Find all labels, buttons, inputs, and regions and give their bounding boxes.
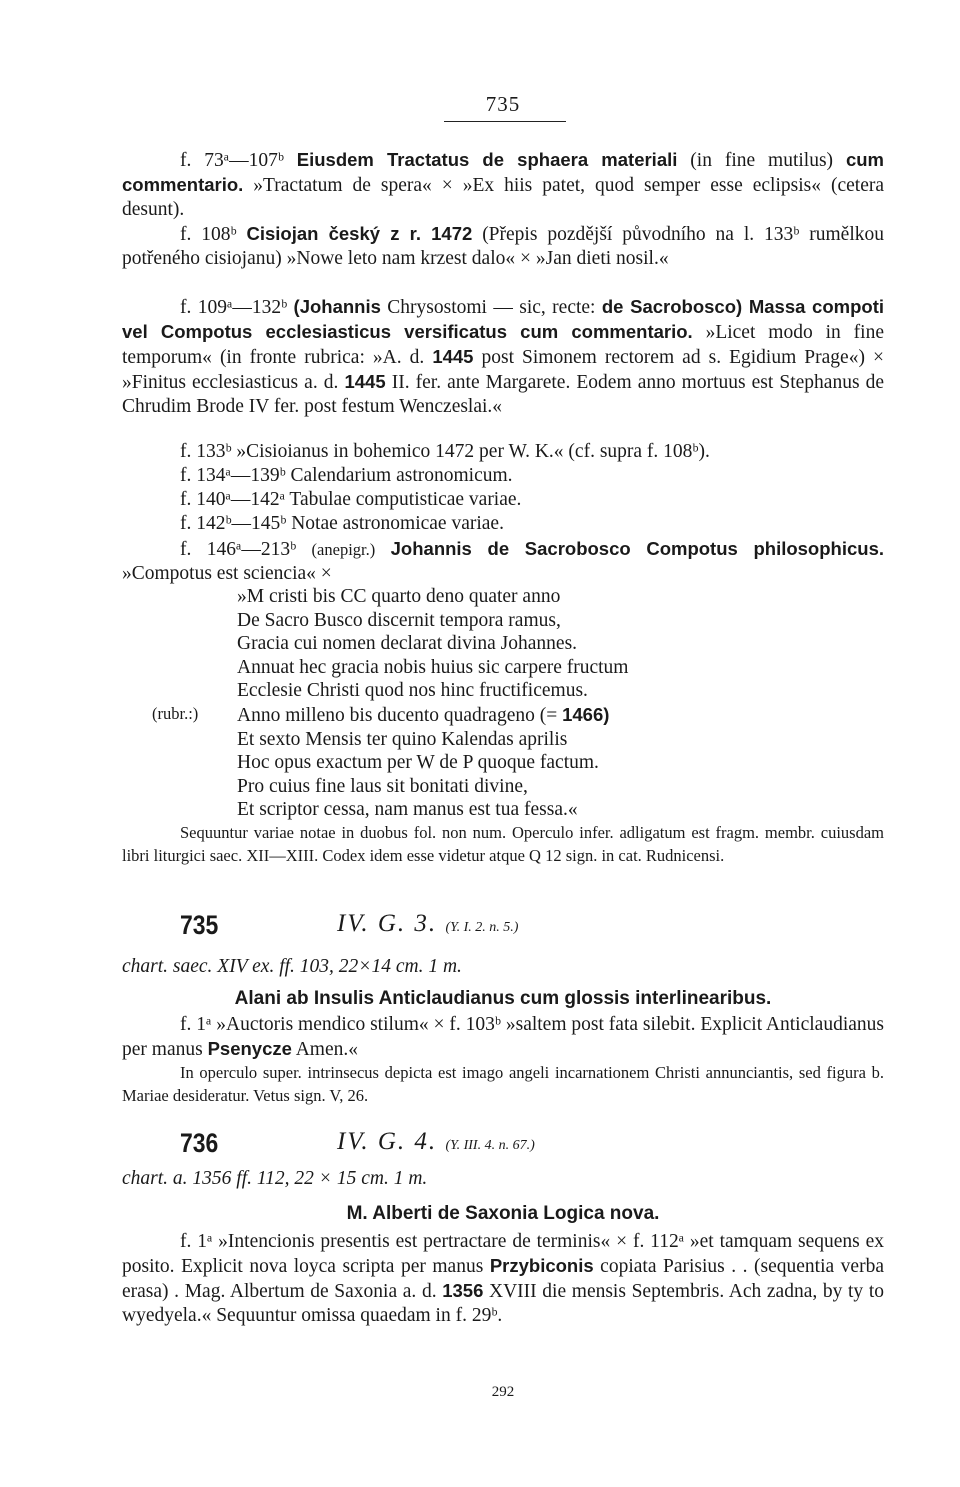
entry-735-signature: IV. G. 3. (Y. I. 2. n. 5.) (337, 910, 519, 937)
entry-736-text: f. 1ᵃ »Intencionis presentis est pertractare de terminis« × f. 112ᵃ »et tamquam sequens ex posito. Explicit nova loyca scripta per manus Przybiconis copiata Parisius . . (sequentia verba erasa) . Mag. Albertum de Saxonia a. d. 1356 XVIII die mensis Septembris. Ach zadna, by ty to wyedyela.« Sequuntur omissa quaedam in f. 29ᵇ. (122, 1231, 884, 1326)
folio-number: 292 (491, 1384, 515, 1400)
verse-block-1 (237, 585, 628, 703)
verse-line: De Sacro Busco discernit tempora ramus, (237, 609, 561, 631)
entry-735-title: Alani ab Insulis Anticlaudianus cum glossis interlinearibus. (234, 988, 772, 1009)
entry-736-title: M. Alberti de Saxonia Logica nova. (346, 1203, 660, 1224)
line-f140: f. 140ᵃ—142ᵃ Tabulae computisticae variae. (180, 489, 522, 510)
verse-line: Et scriptor cessa, nam manus est tua fessa.« (237, 799, 578, 821)
line-f134: f. 134ᵃ—139ᵇ Calendarium astronomicum. (180, 465, 513, 486)
entry-735-number: 735 (180, 910, 219, 940)
entry-735-note: In operculo super. intrinsecus depicta est imago angeli incarnationem Christi annunciantis, sed figura b. Mariae desideratur. Vetus sign. V, 26. (122, 1063, 884, 1105)
verse-line: Gracia cui nomen declarat divina Johannes. (237, 633, 578, 655)
note-sequuntur: Sequuntur variae notae in duobus fol. non num. Operculo infer. adligatum est fragm. membr. cuiusdam libri liturgici saec. XII—XIII. Codex idem esse videtur atque Q 12 sign. in cat. Rudnicensi. (122, 823, 884, 865)
entry-735-header (122, 910, 884, 950)
entry-736-number: 736 (180, 1128, 219, 1158)
entry-736-description: chart. a. 1356 ff. 112, 22 × 15 cm. 1 m. (122, 1168, 428, 1189)
line-f133: f. 133ᵇ »Cisioianus in bohemico 1472 per W. K.« (cf. supra f. 108ᵇ). (180, 441, 710, 462)
verse-line: Ecclesie Christi quod nos hinc fructificemus. (237, 680, 588, 702)
rubric-label: (rubr.:) (152, 704, 199, 723)
verse-block-2 (237, 703, 609, 822)
entry-735-text: f. 1ᵃ »Auctoris mendico stilum« × f. 103ᵇ »saltem post fata silebit. Explicit Anticlaudianus per manus Psenycze Amen.« (122, 1014, 884, 1060)
verse-line: »M cristi bis CC quarto deno quater anno (237, 586, 561, 607)
paragraph-f109: f. 109ᵃ—132ᵇ (Johannis Chrysostomi — sic, recte: de Sacrobosco) Massa compoti vel Compotus ecclesiasticus versificatus cum commentario. »Licet modo in fine temporum« (in fronte rubrica: »A. d. 1445 post Simonem rectorem ad s. Egidium Prage«) × »Finitus ecclesiasticus a. d. 1445 II. fer. ante Margarete. Eodem anno mortuus est Stephanus de Chrudim Brode IV fer. post festum Wenczeslai.« (122, 296, 885, 417)
verse-line: Et sexto Mensis ter quino Kalendas aprilis (237, 728, 568, 750)
entry-735-description: chart. saec. XIV ex. ff. 103, 22×14 cm. 1 m. (122, 956, 462, 977)
header-rule (444, 121, 566, 122)
line-f142: f. 142ᵇ—145ᵇ Notae astronomicae variae. (180, 513, 504, 534)
entry-736-header (122, 1128, 884, 1168)
page-number: 735 (485, 92, 521, 116)
paragraph-f108: f. 108ᵇ Cisiojan český z r. 1472 (Přepis pozdější původního na l. 133ᵇ rumělkou potřeného cisiojanu) »Nowe leto nam krzest dalo« × »Jan dieti nosil.« (122, 223, 884, 269)
verse-line: Pro cuius fine laus sit bonitati divine, (237, 775, 528, 797)
verse-line: Anno milleno bis ducento quadrageno (= 1466) (237, 704, 610, 726)
entry-736-signature: IV. G. 4. (Y. III. 4. n. 67.) (337, 1128, 535, 1155)
verse-line: Annuat hec gracia nobis huius sic carpere fructum (237, 656, 629, 678)
paragraph-f146: f. 146ᵃ—213ᵇ (anepigr.) Johannis de Sacrobosco Compotus philosophicus. »Compotus est sciencia« × (122, 538, 884, 584)
paragraph-f73: f. 73ᵃ—107ᵇ Eiusdem Tractatus de sphaera materiali (in fine mutilus) cum commentario. »Tractatum de spera« × »Ex hiis patet, quod semper esse eclipsis« (cetera desunt). (122, 149, 884, 220)
verse-line: Hoc opus exactum per W de P quoque factum. (237, 752, 599, 774)
